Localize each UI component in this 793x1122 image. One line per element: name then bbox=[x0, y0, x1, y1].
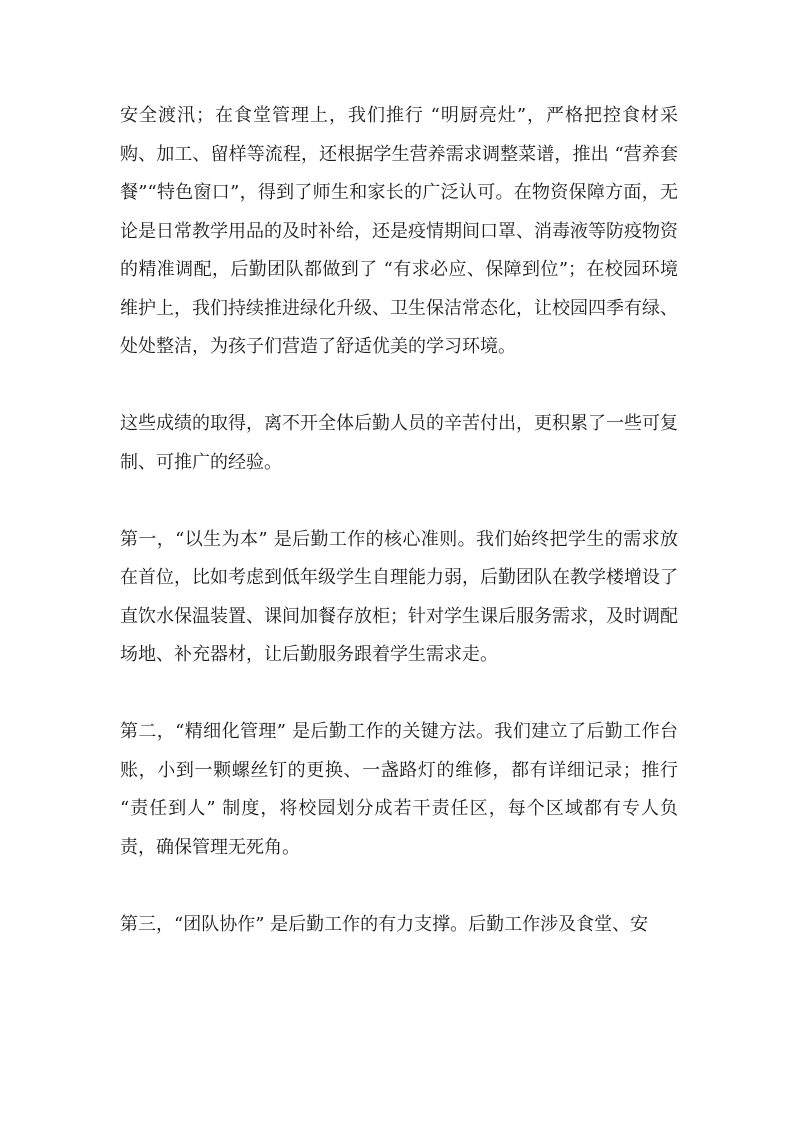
paragraph-2: 这些成绩的取得，离不开全体后勤人员的辛苦付出，更积累了一些可复制、可推广的经验。 bbox=[120, 413, 678, 473]
paragraph-5: 第三，“团队协作” 是后勤工作的有力支撑。后勤工作涉及食堂、安 bbox=[120, 913, 649, 935]
document-body bbox=[120, 97, 678, 983]
paragraph-3: 第一，“以生为本” 是后勤工作的核心准则。我们始终把学生的需求放在首位，比如考虑到低年级学生自理能力弱，后勤团队在教学楼增设了直饮水保温装置、课间加餐存放柜；针对学生课后服务需求，及时调配场地、补充器材，让后勤服务跟着学生需求走。 bbox=[120, 528, 678, 665]
paragraph-1: 安全渡汛；在食堂管理上，我们推行 “明厨亮灶”，严格把控食材采购、加工、留样等流程，还根据学生营养需求调整菜谱，推出 “营养套餐”“特色窗口”，得到了师生和家长的广泛认可。在物资保障方面，无论是日常教学用品的及时补给，还是疫情期间口罩、消毒液等防疫物资的精准调配，后勤团队都做到了 “有求必应、保障到位”；在校园环境维护上，我们持续推进绿化升级、卫生保洁常态化，让校园四季有绿、处处整洁，为孩子们营造了舒适优美的学习环境。 bbox=[120, 105, 678, 357]
paragraph-4: 第二，“精细化管理” 是后勤工作的关键方法。我们建立了后勤工作台账，小到一颗螺丝钉的更换、一盏路灯的维修，都有详细记录；推行 “责任到人” 制度，将校园划分成若干责任区，每个区域都有专人负责，确保管理无死角。 bbox=[120, 721, 678, 858]
